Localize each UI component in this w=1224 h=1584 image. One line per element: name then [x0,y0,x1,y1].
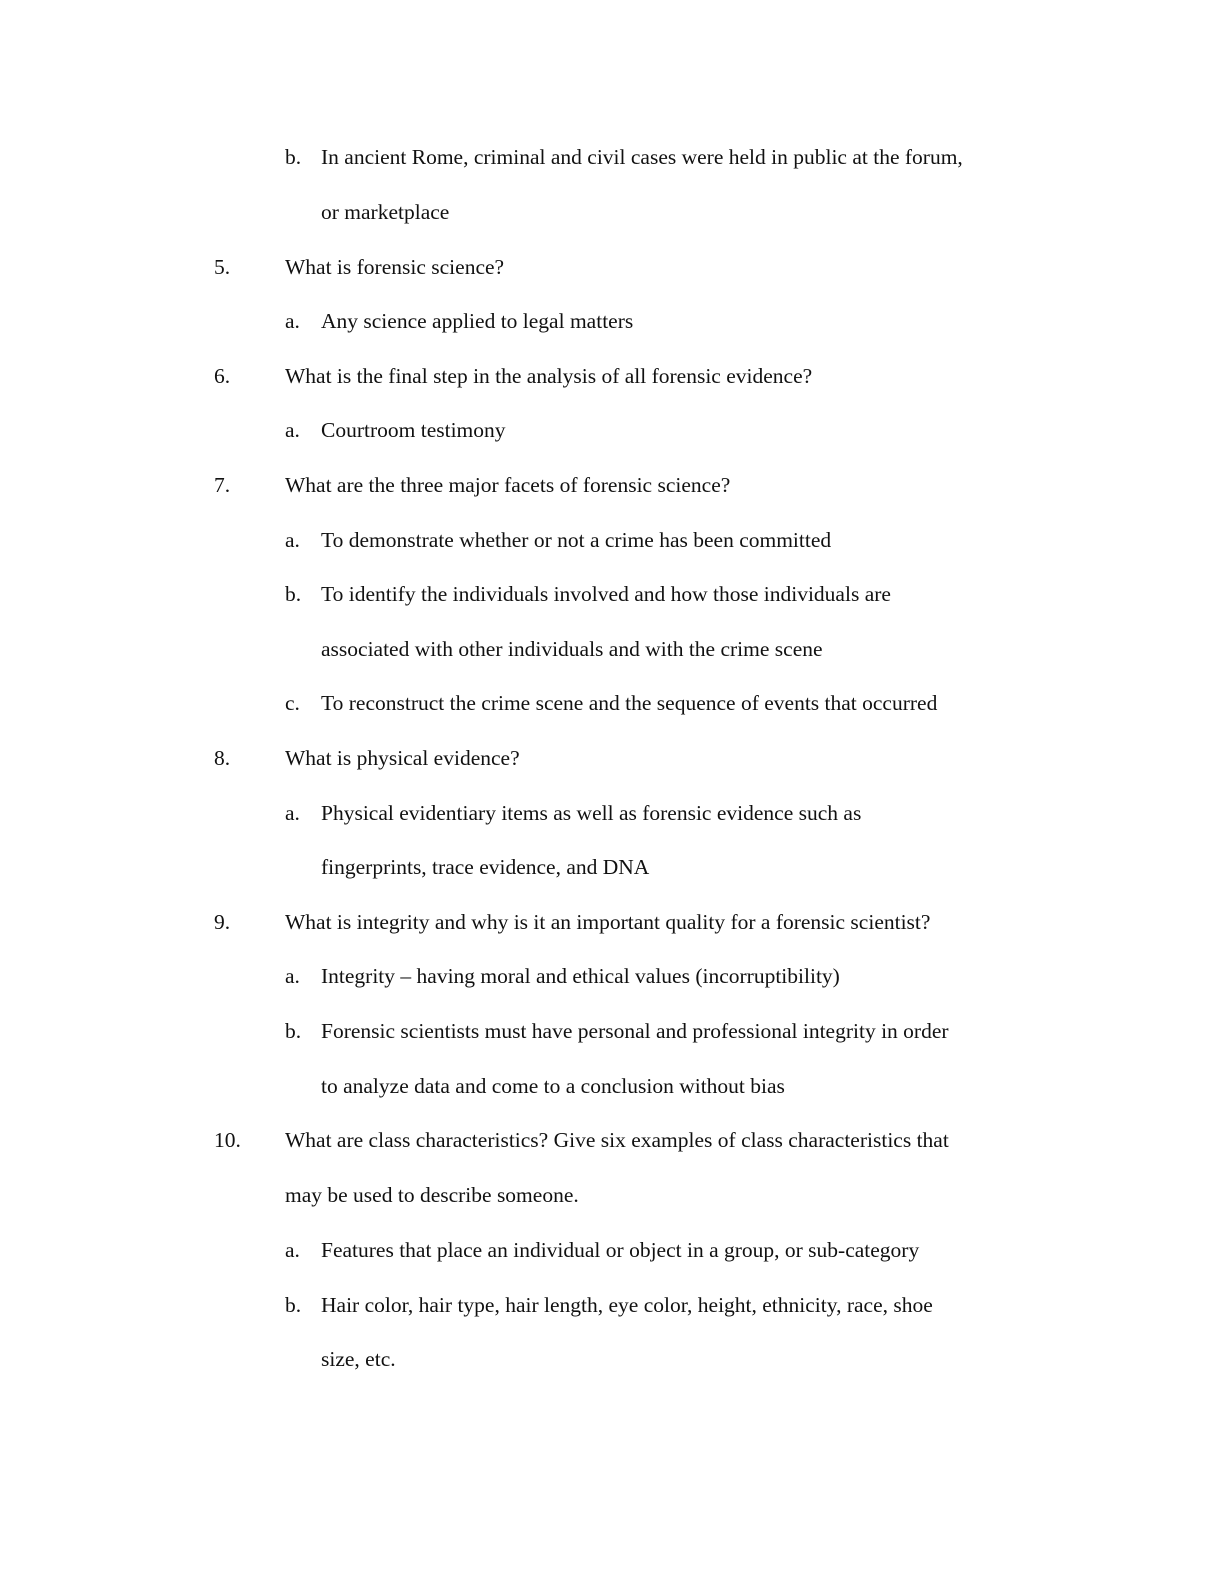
answer-label: b. [285,582,302,606]
question-number: 8. [214,746,231,770]
question-text: What is physical evidence? [285,746,520,770]
question-number: 5. [214,255,231,279]
question-text: What are the three major facets of forensic science? [285,473,731,497]
question-number: 6. [214,364,231,388]
answer-text: Integrity – having moral and ethical values (incorruptibility) [321,964,840,988]
answer-text: In ancient Rome, criminal and civil cases were held in public at the forum, [321,145,963,169]
answer-text: fingerprints, trace evidence, and DNA [321,855,650,879]
answer-text: To reconstruct the crime scene and the sequence of events that occurred [321,691,938,715]
answer-text: Courtroom testimony [321,418,506,442]
question-text: What is integrity and why is it an important quality for a forensic scientist? [285,910,931,934]
answer-label: a. [285,964,300,988]
answer-label: a. [285,1238,300,1262]
question-text: may be used to describe someone. [285,1183,579,1207]
answer-text: associated with other individuals and with the crime scene [321,637,823,661]
answer-label: a. [285,418,300,442]
answer-label: a. [285,801,300,825]
answer-text: Hair color, hair type, hair length, eye color, height, ethnicity, race, shoe [321,1293,933,1317]
answer-text: To demonstrate whether or not a crime has been committed [321,528,832,552]
answer-text: Forensic scientists must have personal and professional integrity in order [321,1019,949,1043]
question-text: What is forensic science? [285,255,505,279]
answer-label: a. [285,528,300,552]
answer-label: b. [285,1293,302,1317]
answer-text: To identify the individuals involved and how those individuals are [321,582,891,606]
answer-text: or marketplace [321,200,450,224]
answer-text: Features that place an individual or object in a group, or sub-category [321,1238,920,1262]
question-text: What is the final step in the analysis of all forensic evidence? [285,364,813,388]
answer-label: b. [285,1019,302,1043]
answer-label: a. [285,309,300,333]
question-number: 7. [214,473,231,497]
question-number: 10. [214,1128,241,1152]
question-text: What are class characteristics? Give six examples of class characteristics that [285,1128,949,1152]
question-number: 9. [214,910,231,934]
answer-text: Physical evidentiary items as well as forensic evidence such as [321,801,862,825]
answer-text: size, etc. [321,1347,396,1371]
answer-label: b. [285,145,302,169]
answer-label: c. [285,691,300,715]
answer-text: to analyze data and come to a conclusion without bias [321,1074,785,1098]
answer-text: Any science applied to legal matters [321,309,634,333]
